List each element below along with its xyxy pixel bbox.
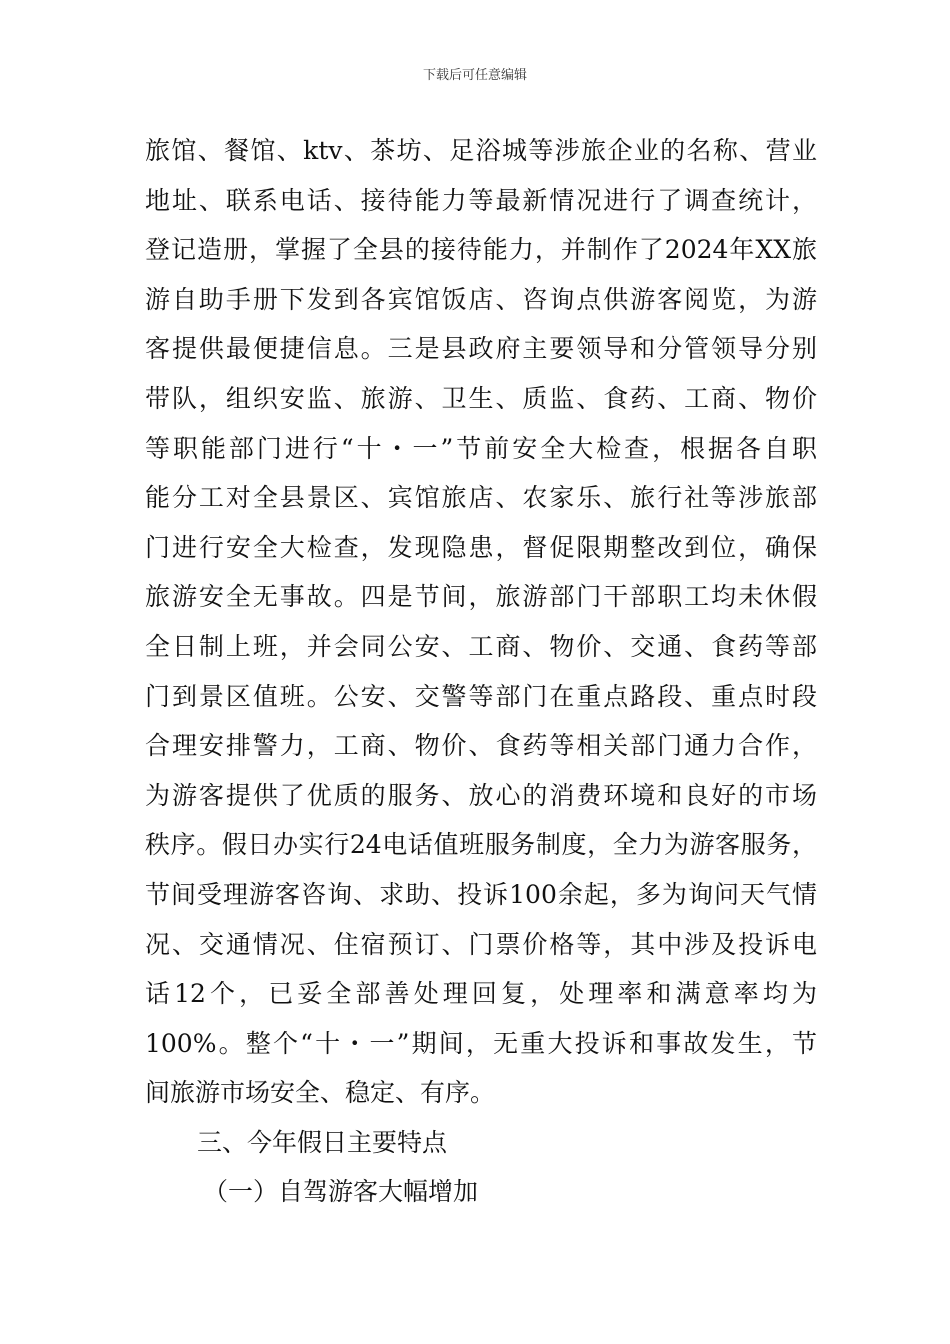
- paragraph-line: 能分工对全县景区、宾馆旅店、农家乐、旅行社等涉旅部: [145, 483, 817, 513]
- paragraph-line: 旅游安全无事故。四是节间，旅游部门干部职工均未休假: [145, 582, 817, 612]
- paragraph-line: 客提供最便捷信息。三是县政府主要领导和分管领导分别: [145, 334, 817, 364]
- paragraph-line: 秩序。假日办实行24电话值班服务制度，全力为游客服务，: [145, 830, 817, 860]
- paragraph-line: 全日制上班，并会同公安、工商、物价、交通、食药等部: [145, 631, 817, 661]
- paragraph-line: 话12个，已妥全部善处理回复，处理率和满意率均为: [145, 979, 817, 1009]
- paragraph-line: 100%。整个“十・一”期间，无重大投诉和事故发生，节: [145, 1028, 817, 1058]
- sub-heading: （一）自驾游客大幅增加: [203, 1177, 479, 1207]
- paragraph-line: 游自助手册下发到各宾馆饭店、咨询点供游客阅览，为游: [145, 284, 817, 314]
- paragraph-line: 节间受理游客咨询、求助、投诉100余起，多为询问天气情: [145, 879, 817, 909]
- section-heading: 三、今年假日主要特点: [197, 1127, 448, 1157]
- paragraph-line: 门进行安全大检查，发现隐患，督促限期整改到位，确保: [145, 532, 817, 562]
- page-header-note: 下载后可任意编辑: [422, 68, 527, 83]
- paragraph-line: 合理安排警力，工商、物价、食药等相关部门通力合作，: [145, 731, 817, 761]
- paragraph-line: 等职能部门进行“十・一”节前安全大检查，根据各自职: [145, 433, 817, 463]
- document-body: [145, 126, 817, 1217]
- paragraph-line: 旅馆、餐馆、ktv、茶坊、足浴城等涉旅企业的名称、营业: [145, 136, 817, 165]
- paragraph-line: 带队，组织安监、旅游、卫生、质监、食药、工商、物价: [145, 383, 817, 413]
- paragraph-line-last: 间旅游市场安全、稳定、有序。: [145, 1078, 496, 1108]
- paragraph-line: 况、交通情况、住宿预订、门票价格等，其中涉及投诉电: [145, 929, 817, 959]
- paragraph-line: 为游客提供了优质的服务、放心的消费环境和良好的市场: [145, 780, 817, 810]
- paragraph-line: 登记造册，掌握了全县的接待能力，并制作了2024年XX旅: [145, 235, 817, 265]
- paragraph-line: 地址、联系电话、接待能力等最新情况进行了调查统计，: [145, 185, 817, 215]
- paragraph-line: 门到景区值班。公安、交警等部门在重点路段、重点时段: [145, 681, 817, 711]
